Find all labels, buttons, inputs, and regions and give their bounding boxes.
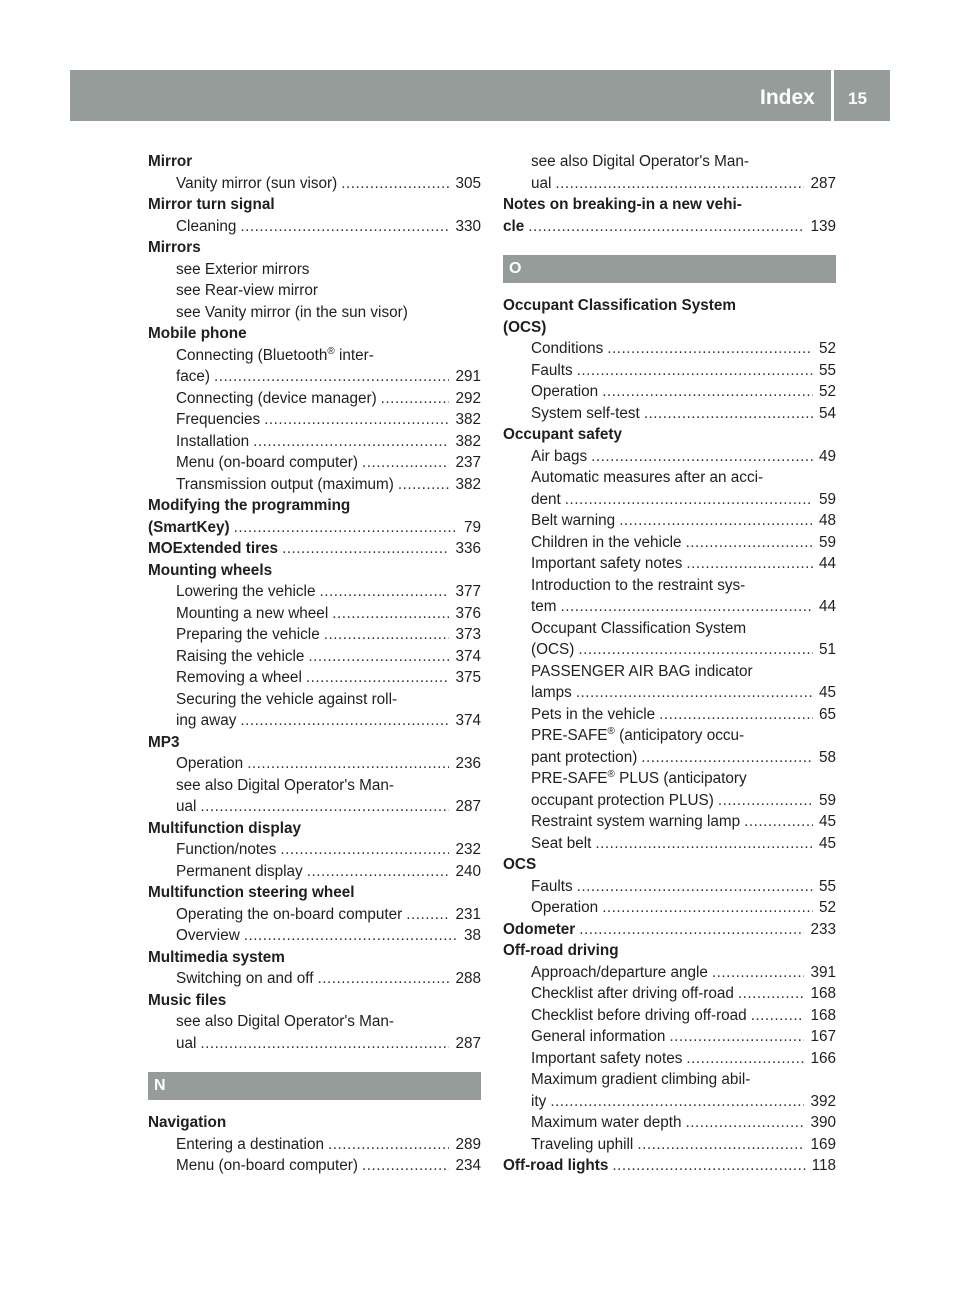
leader-dots	[282, 538, 449, 560]
entry-label: Entering a destination	[176, 1135, 324, 1153]
leader-dots	[200, 1033, 449, 1055]
entry-label: Menu (on-board computer)	[176, 454, 358, 471]
index-entry	[148, 1155, 481, 1177]
index-entry	[503, 983, 836, 1005]
index-entry-wrap	[148, 345, 481, 367]
entry-label: MOExtended tires	[148, 540, 279, 557]
page-ref: 51	[818, 641, 836, 658]
leader-dots	[602, 381, 813, 403]
index-entry-wrap: PASSENGER AIR BAG indicator	[531, 662, 753, 680]
entry-label: Belt warning	[531, 512, 616, 529]
page-ref: 44	[818, 598, 836, 615]
entry-label: (OCS)	[531, 641, 575, 658]
page-ref: 392	[810, 1092, 836, 1110]
letter-section-bar: N	[148, 1072, 481, 1100]
leader-dots	[528, 216, 804, 238]
page-ref: 168	[810, 985, 836, 1002]
cross-reference: see also Digital Operator's Man-	[176, 776, 395, 794]
index-heading: Navigation	[148, 1114, 227, 1131]
leader-dots	[200, 796, 449, 818]
entry-label: Approach/departure angle	[531, 963, 708, 981]
page-ref: 38	[463, 927, 481, 944]
page-ref: 55	[818, 361, 836, 379]
entry-label: Removing a wheel	[176, 669, 302, 686]
registered-mark: ®	[607, 725, 615, 737]
entry-label: PLUS (anticipatory	[619, 770, 747, 787]
entry-label: General information	[531, 1028, 666, 1045]
leader-dots	[751, 1005, 805, 1027]
entry-label: Switching on and off	[176, 970, 314, 987]
leader-dots	[398, 474, 450, 496]
index-heading: OCS	[503, 856, 537, 873]
page-ref: 231	[455, 905, 481, 923]
page-ref: 391	[810, 963, 836, 981]
entry-label: Restraint system warning lamp	[531, 813, 741, 830]
page-ref: 236	[455, 755, 481, 772]
index-entry	[503, 876, 836, 898]
entry-label: Menu (on-board computer)	[176, 1157, 358, 1174]
entry-label: Important safety notes	[531, 1049, 683, 1067]
index-entry-wrap: Automatic measures after an acci-	[531, 469, 764, 486]
leader-dots	[307, 861, 450, 883]
index-entry	[503, 1112, 836, 1134]
index-entry	[503, 682, 836, 704]
entry-label: System self-test	[531, 404, 640, 422]
index-entry	[503, 833, 836, 855]
leader-dots	[247, 753, 449, 775]
entry-label: Operating the on-board computer	[176, 905, 403, 923]
entry-label: Operation	[531, 899, 599, 916]
index-entry	[148, 710, 481, 732]
entry-label: Traveling uphill	[531, 1135, 634, 1153]
entry-label: ual	[176, 1034, 197, 1052]
leader-dots	[308, 646, 449, 668]
page-ref: 373	[455, 626, 481, 643]
leader-dots	[240, 710, 449, 732]
leader-dots	[565, 489, 813, 511]
leader-dots	[595, 833, 813, 855]
index-entry	[503, 747, 836, 769]
entry-label: Function/notes	[176, 841, 277, 858]
cross-reference: see also Digital Operator's Man-	[531, 153, 750, 170]
index-heading: Occupant safety	[503, 426, 623, 443]
leader-dots	[561, 596, 813, 618]
index-entry	[503, 532, 836, 554]
page-ref: 49	[818, 447, 836, 465]
index-entry	[503, 360, 836, 382]
entry-label: pant protection)	[531, 748, 638, 766]
leader-dots	[607, 338, 813, 360]
page-ref: 336	[455, 540, 481, 557]
page-ref: 292	[455, 389, 481, 407]
leader-dots	[332, 603, 449, 625]
page-ref: 382	[455, 475, 481, 493]
index-entry	[148, 839, 481, 861]
leader-dots	[362, 452, 450, 474]
leader-dots	[362, 1155, 450, 1177]
leader-dots	[718, 790, 813, 812]
page-ref: 45	[818, 834, 836, 852]
leader-dots	[686, 1048, 804, 1070]
index-heading: Mirrors	[148, 239, 201, 256]
leader-dots	[738, 983, 805, 1005]
index-entry	[503, 1134, 836, 1156]
index-entry	[148, 173, 481, 195]
page-ref: 382	[455, 432, 481, 450]
leader-dots	[306, 667, 450, 689]
index-entry	[503, 1026, 836, 1048]
index-heading-entry	[148, 538, 481, 560]
leader-dots	[644, 403, 813, 425]
index-entry	[148, 753, 481, 775]
leader-dots	[406, 904, 449, 926]
index-entry	[148, 216, 481, 238]
entry-label: PRE-SAFE	[531, 770, 608, 787]
entry-label: Frequencies	[176, 411, 261, 428]
leader-dots	[550, 1091, 804, 1113]
index-heading: Mirror turn signal	[148, 196, 275, 213]
index-heading-entry	[503, 919, 836, 941]
entry-label: inter-	[339, 346, 374, 364]
leader-dots	[637, 1134, 804, 1156]
index-entry	[503, 381, 836, 403]
entry-label: (anticipatory occu-	[619, 727, 745, 744]
index-entry	[148, 388, 481, 410]
letter-section-bar: O	[503, 255, 836, 283]
leader-dots	[579, 919, 804, 941]
leader-dots	[240, 216, 449, 238]
index-entry	[148, 474, 481, 496]
page-ref: 54	[818, 404, 836, 422]
index-entry	[148, 624, 481, 646]
page-ref: 169	[810, 1135, 836, 1153]
index-entry	[503, 553, 836, 575]
page-ref: 382	[455, 411, 481, 428]
index-heading: Multifunction steering wheel	[148, 884, 355, 901]
page-ref: 48	[818, 512, 836, 529]
leader-dots	[244, 925, 458, 947]
index-entry	[503, 1048, 836, 1070]
index-entry	[148, 968, 481, 990]
index-entry	[148, 603, 481, 625]
page-ref: 65	[818, 705, 836, 723]
entry-label: Installation	[176, 432, 250, 450]
page-number: 15	[848, 89, 867, 108]
leader-dots	[264, 409, 449, 431]
leader-dots	[280, 839, 449, 861]
leader-dots	[669, 1026, 804, 1048]
leader-dots	[577, 360, 813, 382]
cross-reference: see also Digital Operator's Man-	[176, 1013, 395, 1030]
index-entry	[503, 1005, 836, 1027]
index-heading-entry	[503, 216, 836, 238]
entry-label: ual	[531, 174, 552, 192]
entry-label: Cleaning	[176, 217, 237, 235]
entry-label: Raising the vehicle	[176, 647, 305, 665]
entry-label: cle	[503, 217, 525, 235]
index-entry	[148, 796, 481, 818]
page-ref: 237	[455, 454, 481, 471]
index-heading: Multimedia system	[148, 948, 285, 966]
index-entry-wrap: Occupant Classification System	[531, 619, 747, 637]
leader-dots	[555, 173, 804, 195]
cross-reference: see Rear-view mirror	[176, 282, 318, 299]
page-ref: 139	[810, 217, 836, 235]
page-ref: 375	[455, 669, 481, 686]
page-ref: 305	[455, 174, 481, 192]
entry-label: face)	[176, 368, 211, 385]
leader-dots	[712, 962, 805, 984]
index-heading-entry	[148, 517, 481, 539]
index-entry	[503, 403, 836, 425]
entry-label: Permanent display	[176, 862, 303, 880]
leader-dots	[381, 388, 450, 410]
index-heading: (OCS)	[503, 318, 547, 336]
entry-label: Conditions	[531, 340, 604, 357]
entry-label: ity	[531, 1092, 547, 1110]
entry-label: Preparing the vehicle	[176, 626, 320, 643]
leader-dots	[685, 1112, 804, 1134]
page-ref: 58	[818, 748, 836, 766]
leader-dots	[686, 532, 813, 554]
index-entry	[503, 446, 836, 468]
page-ref: 59	[818, 791, 836, 809]
entry-label: Odometer	[503, 920, 576, 938]
entry-label: Operation	[176, 755, 244, 772]
index-heading: Multifunction display	[148, 819, 301, 837]
index-entry	[148, 925, 481, 947]
entry-label: Faults	[531, 361, 573, 379]
index-entry	[148, 409, 481, 431]
page-ref: 45	[818, 813, 836, 830]
page-ref: 52	[818, 340, 836, 357]
entry-label: Vanity mirror (sun visor)	[176, 174, 338, 192]
section-title: Index	[760, 86, 815, 109]
index-entry-wrap	[503, 725, 836, 747]
leader-dots	[214, 366, 449, 388]
page-ref: 167	[810, 1028, 836, 1045]
entry-label: Maximum water depth	[531, 1114, 682, 1131]
index-heading: Modifying the programming	[148, 497, 351, 514]
leader-dots	[744, 811, 813, 833]
index-heading: Notes on breaking-in a new vehi-	[503, 196, 742, 213]
entry-label: Operation	[531, 383, 599, 400]
leader-dots	[659, 704, 813, 726]
page-ref: 240	[455, 862, 481, 880]
leader-dots	[578, 639, 813, 661]
index-heading: Mounting wheels	[148, 561, 273, 579]
index-entry	[148, 366, 481, 388]
index-column-left	[148, 151, 481, 1177]
page-ref: 374	[455, 712, 481, 729]
page-ref: 166	[810, 1049, 836, 1067]
page-ref: 168	[810, 1006, 836, 1024]
index-entry	[503, 811, 836, 833]
index-entry	[148, 581, 481, 603]
entry-label: Important safety notes	[531, 555, 683, 572]
page-ref: 374	[455, 647, 481, 665]
page-ref: 118	[811, 1157, 836, 1174]
entry-label: Off-road lights	[503, 1157, 609, 1174]
index-entry	[148, 904, 481, 926]
index-entry	[503, 173, 836, 195]
page-ref: 330	[455, 217, 481, 235]
leader-dots	[686, 553, 813, 575]
index-entry	[148, 861, 481, 883]
index-entry-wrap: Maximum gradient climbing abil-	[531, 1071, 751, 1088]
index-entry	[503, 489, 836, 511]
entry-label: Connecting (device manager)	[176, 389, 377, 407]
leader-dots	[328, 1134, 449, 1156]
entry-label: Connecting (Bluetooth	[176, 346, 328, 364]
index-entry	[503, 704, 836, 726]
leader-dots	[576, 682, 813, 704]
leader-dots	[602, 897, 813, 919]
index-column-right	[503, 151, 836, 1177]
leader-dots	[577, 876, 813, 898]
index-entry	[503, 962, 836, 984]
entry-label: tem	[531, 598, 557, 615]
leader-dots	[612, 1155, 805, 1177]
leader-dots	[318, 968, 450, 990]
page-ref: 52	[818, 383, 836, 400]
page-ref: 79	[463, 518, 481, 536]
entry-label: PRE-SAFE	[531, 727, 608, 744]
entry-label: Checklist after driving off-road	[531, 985, 734, 1002]
index-entry	[148, 452, 481, 474]
page-ref: 55	[818, 877, 836, 895]
index-entry	[503, 897, 836, 919]
registered-mark: ®	[607, 768, 615, 780]
index-entry	[148, 1033, 481, 1055]
entry-label: Transmission output (maximum)	[176, 475, 394, 493]
registered-mark: ®	[327, 345, 335, 357]
page-ref: 232	[455, 841, 481, 858]
leader-dots	[234, 517, 458, 539]
entry-label: ual	[176, 798, 197, 815]
cross-reference: see Exterior mirrors	[176, 260, 310, 278]
page-ref: 287	[810, 174, 836, 192]
index-entry-wrap: Securing the vehicle against roll-	[176, 690, 398, 708]
index-entry	[503, 790, 836, 812]
page-ref: 288	[455, 970, 481, 987]
leader-dots	[324, 624, 450, 646]
index-entry	[503, 338, 836, 360]
page-ref: 287	[455, 798, 481, 815]
index-entry	[503, 1091, 836, 1113]
header-divider	[831, 70, 834, 121]
index-heading-entry	[503, 1155, 836, 1177]
page-ref: 291	[455, 368, 481, 385]
page-ref: 59	[818, 490, 836, 508]
leader-dots	[341, 173, 449, 195]
index-heading: Occupant Classification System	[503, 297, 736, 314]
entry-label: Seat belt	[531, 834, 592, 852]
index-heading: MP3	[148, 733, 180, 751]
page-ref: 234	[455, 1157, 481, 1174]
index-entry	[503, 639, 836, 661]
index-heading: Music files	[148, 991, 227, 1009]
page-ref: 390	[810, 1114, 836, 1131]
entry-label: ing away	[176, 712, 237, 729]
entry-label: Lowering the vehicle	[176, 583, 316, 600]
entry-label: Mounting a new wheel	[176, 604, 329, 622]
entry-label: occupant protection PLUS)	[531, 791, 714, 809]
entry-label: Pets in the vehicle	[531, 705, 656, 723]
page-ref: 233	[810, 920, 836, 938]
index-entry-wrap	[503, 768, 836, 790]
entry-label: dent	[531, 490, 561, 508]
index-entry	[503, 596, 836, 618]
index-entry	[148, 1134, 481, 1156]
index-entry	[503, 510, 836, 532]
index-entry-wrap: Introduction to the restraint sys-	[531, 576, 746, 594]
index-heading: Mirror	[148, 153, 193, 170]
page-ref: 52	[818, 899, 836, 916]
leader-dots	[591, 446, 813, 468]
leader-dots	[619, 510, 813, 532]
leader-dots	[319, 581, 449, 603]
index-entry	[148, 667, 481, 689]
index-heading: Mobile phone	[148, 325, 247, 342]
page-ref: 289	[455, 1135, 481, 1153]
page-ref: 45	[818, 684, 836, 701]
entry-label: Faults	[531, 877, 573, 895]
entry-label: lamps	[531, 684, 572, 701]
leader-dots	[641, 747, 813, 769]
page-ref: 376	[455, 604, 481, 622]
cross-reference: see Vanity mirror (in the sun visor)	[176, 303, 408, 321]
leader-dots	[253, 431, 449, 453]
page-ref: 287	[455, 1034, 481, 1052]
entry-label: Overview	[176, 927, 240, 944]
index-entry	[148, 431, 481, 453]
entry-label: (SmartKey)	[148, 518, 230, 536]
entry-label: Air bags	[531, 447, 588, 465]
entry-label: Checklist before driving off-road	[531, 1006, 747, 1024]
page-ref: 377	[455, 583, 481, 600]
entry-label: Children in the vehicle	[531, 533, 682, 551]
index-heading: Off-road driving	[503, 942, 619, 959]
page-ref: 44	[818, 555, 836, 572]
index-entry	[148, 646, 481, 668]
page-ref: 59	[818, 533, 836, 551]
